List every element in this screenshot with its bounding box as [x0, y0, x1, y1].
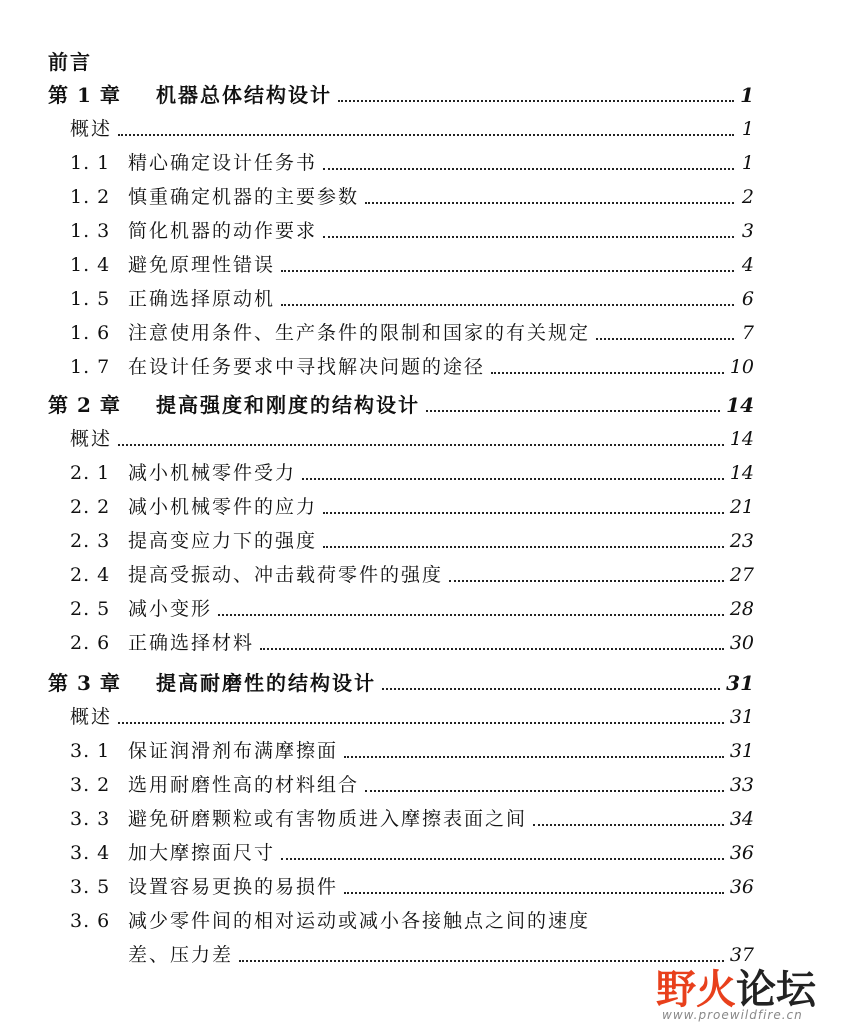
- toc-entry-number: 3. 1: [70, 740, 111, 762]
- toc-section-line: [70, 598, 754, 620]
- dot-leader: [382, 688, 720, 690]
- toc-entry-title: 正确选择材料: [128, 632, 255, 654]
- dot-leader: [118, 444, 724, 446]
- toc-section-line: [70, 462, 754, 484]
- toc-section-line: [70, 428, 754, 450]
- dot-leader: [118, 134, 734, 136]
- toc-entry-number: 2. 2: [70, 496, 111, 518]
- toc-page-number: 3: [741, 220, 754, 242]
- toc-section-line: [70, 322, 754, 344]
- toc-entry-title: 设置容易更换的易损件: [128, 876, 339, 898]
- toc-entry-number: 3. 2: [70, 774, 111, 796]
- watermark-text-dark: 论坛: [736, 967, 816, 1013]
- toc-entry-number: 2. 1: [70, 462, 111, 484]
- dot-leader: [118, 722, 724, 724]
- toc-entry-title: 加大摩擦面尺寸: [128, 842, 276, 864]
- toc-section-line: [70, 808, 754, 830]
- toc-entry-title: 差、压力差: [128, 944, 234, 966]
- toc-section-line: [70, 288, 754, 310]
- watermark-text-red: 野火: [656, 967, 736, 1013]
- toc-page-number: 4: [741, 254, 754, 276]
- toc-entry-number: 3. 3: [70, 808, 111, 830]
- watermark-logo: [656, 958, 836, 1024]
- toc-section-line: [70, 356, 754, 378]
- toc-section-line: [70, 774, 754, 796]
- toc-page-number: 27: [729, 564, 754, 586]
- toc-section-line: [70, 706, 754, 728]
- toc-section-line: [70, 530, 754, 552]
- toc-entry-number: 第 1 章: [48, 83, 121, 107]
- toc-entry-title: 概述: [70, 428, 113, 450]
- dot-leader: [365, 790, 724, 792]
- dot-leader: [281, 304, 734, 306]
- toc-entry-title: 注意使用条件、生产条件的限制和国家的有关规定: [128, 322, 591, 344]
- toc-entry-title: 减小变形: [128, 598, 213, 620]
- toc-entry-number: 3. 4: [70, 842, 111, 864]
- toc-entry-title: 概述: [70, 118, 113, 140]
- dot-leader: [323, 512, 724, 514]
- toc-section-line: [70, 496, 754, 518]
- toc-entry-title: 减小机械零件受力: [128, 462, 297, 484]
- toc-page-number: 31: [729, 706, 754, 728]
- dot-leader: [533, 824, 724, 826]
- toc-page-number: 14: [729, 462, 754, 484]
- toc-entry-title: 机器总体结构设计: [156, 83, 332, 107]
- toc-page-number: 31: [729, 740, 754, 762]
- toc-entry-number: 1. 4: [70, 254, 111, 276]
- toc-entry-number: 1. 5: [70, 288, 111, 310]
- toc-entry-title: 提高受振动、冲击载荷零件的强度: [128, 564, 444, 586]
- toc-page-number: 21: [729, 496, 754, 518]
- toc-entry-number: 2. 6: [70, 632, 111, 654]
- toc-page-number: 34: [729, 808, 754, 830]
- toc-entry-title: 精心确定设计任务书: [128, 152, 318, 174]
- toc-page-number: 1: [740, 83, 754, 107]
- toc-page-number: 31: [726, 671, 754, 695]
- toc-page-number: 1: [741, 152, 754, 174]
- dot-leader: [344, 756, 724, 758]
- dot-leader: [491, 372, 724, 374]
- toc-section-line: [70, 118, 754, 140]
- toc-page-number: 2: [741, 186, 754, 208]
- toc-section-line: [70, 152, 754, 174]
- dot-leader: [338, 100, 734, 102]
- toc-page-number: 30: [729, 632, 754, 654]
- toc-page-number: 33: [729, 774, 754, 796]
- toc-page-number: 6: [741, 288, 754, 310]
- toc-entry-number: 第 2 章: [48, 393, 121, 417]
- toc-entry-title: 概述: [70, 706, 113, 728]
- toc-section-line: [70, 910, 754, 932]
- toc-entry-title: 简化机器的动作要求: [128, 220, 318, 242]
- toc-page-number: 7: [741, 322, 754, 344]
- toc-entry-number: 3. 5: [70, 876, 111, 898]
- dot-leader: [281, 270, 734, 272]
- toc-section-line: [70, 254, 754, 276]
- dot-leader: [218, 614, 724, 616]
- dot-leader: [323, 168, 734, 170]
- dot-leader: [260, 648, 724, 650]
- toc-chapter-line: [48, 84, 754, 106]
- toc-entry-title: 避免研磨颗粒或有害物质进入摩擦表面之间: [128, 808, 528, 830]
- toc-section-line: [70, 564, 754, 586]
- toc-section-line: [70, 876, 754, 898]
- toc-page-number: 1: [741, 118, 754, 140]
- dot-leader: [426, 410, 720, 412]
- toc-page-number: 36: [729, 842, 754, 864]
- toc-entry-title: 减少零件间的相对运动或减小各接触点之间的速度: [128, 910, 591, 932]
- toc-page-number: 10: [729, 356, 754, 378]
- dot-leader: [239, 960, 724, 962]
- toc-page-number: 14: [726, 393, 754, 417]
- toc-entry-number: 2. 5: [70, 598, 111, 620]
- toc-entry-title: 减小机械零件的应力: [128, 496, 318, 518]
- toc-entry-number: 1. 1: [70, 152, 111, 174]
- toc-entry-number: 1. 7: [70, 356, 111, 378]
- toc-page-number: 23: [729, 530, 754, 552]
- toc-entry-title: 选用耐磨性高的材料组合: [128, 774, 360, 796]
- toc-section-line: [70, 186, 754, 208]
- toc-entry-title: 提高强度和刚度的结构设计: [156, 393, 420, 417]
- toc-page-number: 36: [729, 876, 754, 898]
- toc-entry-title: 在设计任务要求中寻找解决问题的途径: [128, 356, 486, 378]
- toc-entry-number: 2. 4: [70, 564, 111, 586]
- toc-page-number: 28: [729, 598, 754, 620]
- toc-entry-title: 提高耐磨性的结构设计: [156, 671, 376, 695]
- toc-entry-title: 避免原理性错误: [128, 254, 276, 276]
- toc-entry-number: 2. 3: [70, 530, 111, 552]
- toc-entry-number: 1. 3: [70, 220, 111, 242]
- toc-entry-number: 1. 6: [70, 322, 111, 344]
- dot-leader: [344, 892, 724, 894]
- toc-entry-title: 慎重确定机器的主要参数: [128, 186, 360, 208]
- toc-page-number: 37: [729, 944, 754, 966]
- toc-entry-title: 提高变应力下的强度: [128, 530, 318, 552]
- toc-entry-title: 保证润滑剂布满摩擦面: [128, 740, 339, 762]
- dot-leader: [365, 202, 734, 204]
- dot-leader: [449, 580, 724, 582]
- toc-entry-title: 正确选择原动机: [128, 288, 276, 310]
- toc-entry-number: 3. 6: [70, 910, 111, 932]
- toc-entry-number: 1. 2: [70, 186, 111, 208]
- toc-page-number: 14: [729, 428, 754, 450]
- watermark-url: www.proewildfire.cn: [662, 1008, 803, 1022]
- dot-leader: [596, 338, 734, 340]
- dot-leader: [302, 478, 724, 480]
- dot-leader: [323, 546, 724, 548]
- dot-leader: [323, 236, 734, 238]
- toc-section-line: [70, 632, 754, 654]
- toc-section-line: [70, 740, 754, 762]
- toc-chapter-line: [48, 672, 754, 694]
- toc-section-line: [70, 842, 754, 864]
- toc-entry-number: 第 3 章: [48, 671, 121, 695]
- dot-leader: [281, 858, 724, 860]
- toc-chapter-line: [48, 394, 754, 416]
- preface-heading: 前言: [48, 50, 92, 74]
- toc-section-line: [70, 220, 754, 242]
